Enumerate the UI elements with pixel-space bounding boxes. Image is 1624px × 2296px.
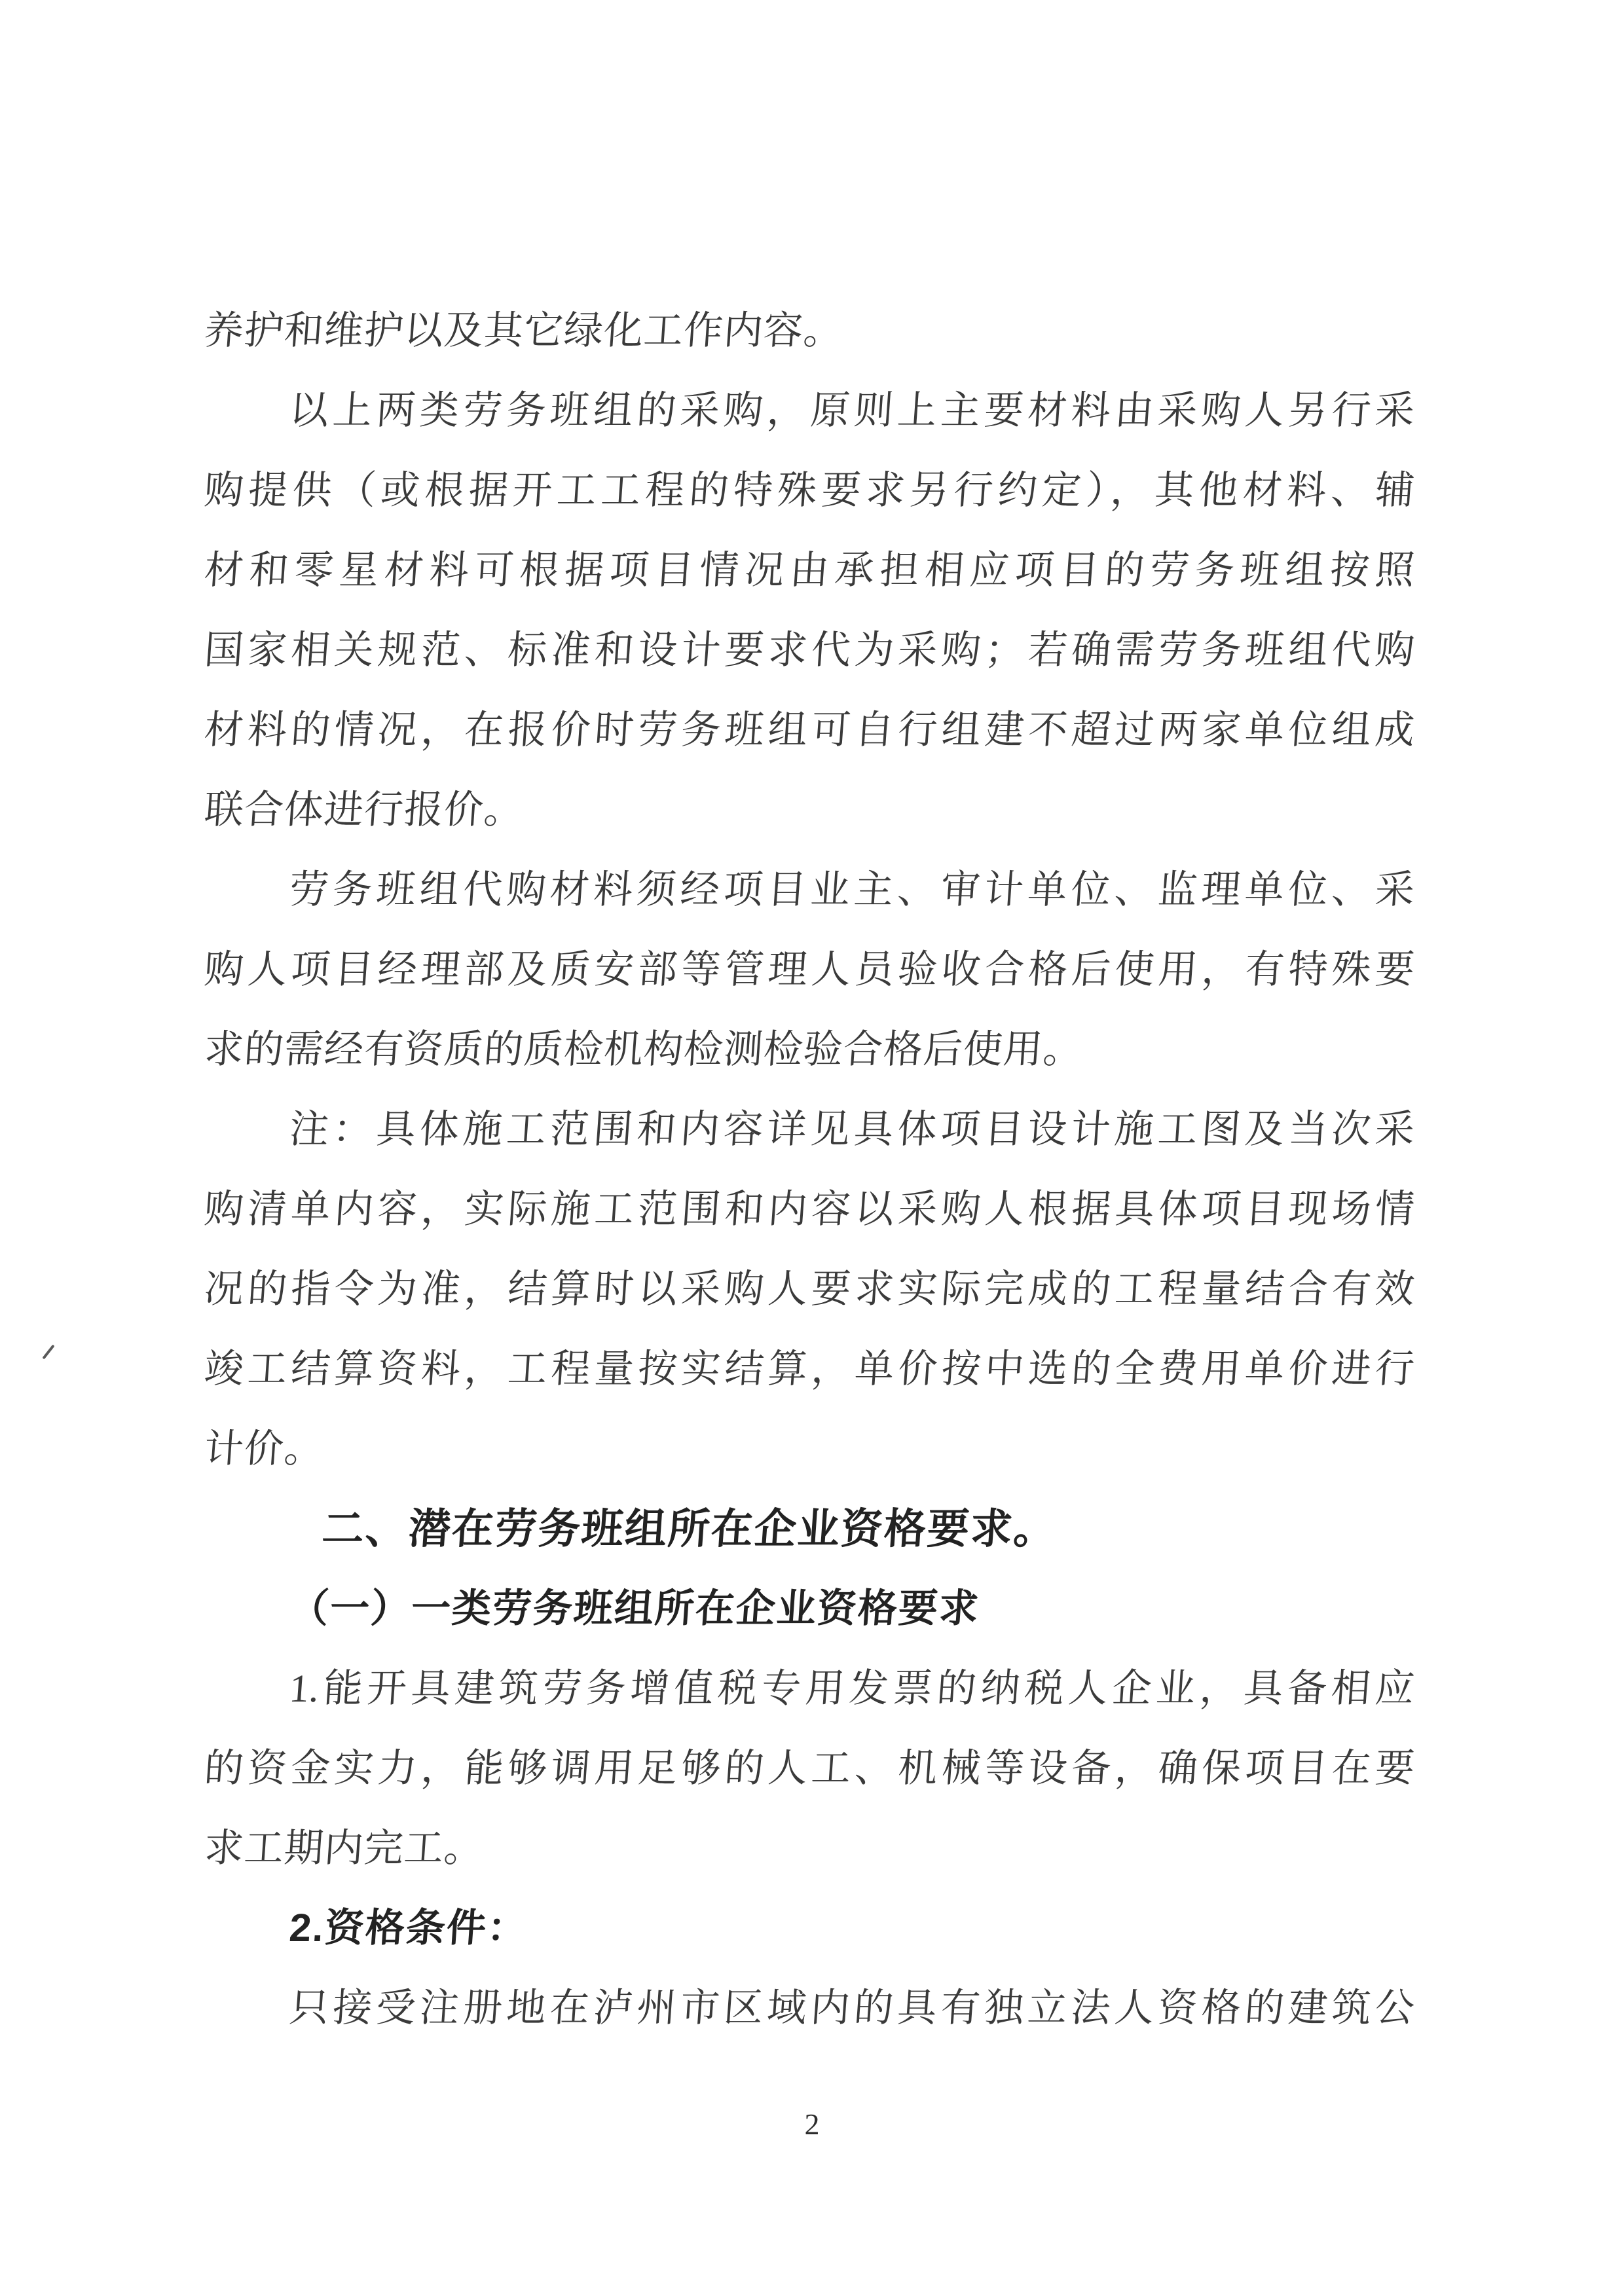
text-line: （一）一类劳务班组所在企业资格要求 [287,1586,982,1630]
text-line: 求工期内完工。 [202,1827,486,1870]
text-line: 国家相关规范、标准和设计要求代为采购；若确需劳务班组代购 [202,629,1416,672]
text-line: 计价。 [202,1427,326,1470]
text-line: 养护和维护以及其它绿化工作内容。 [202,309,845,352]
text-line: 购清单内容，实际施工范围和内容以采购人根据具体项目现场情 [202,1188,1416,1231]
text-line: 只接受注册地在泸州市区域内的具有独立法人资格的建筑公 [287,1986,1416,2030]
text-line: 联合体进行报价。 [202,788,526,831]
text-line: 材和零星材料可根据项目情况由承担相应项目的劳务班组按照 [202,549,1416,592]
text-line: 竣工结算资料，工程量按实结算，单价按中选的全费用单价进行 [202,1347,1416,1391]
text-line: 购提供（或根据开工工程的特殊要求另行约定），其他材料、辅 [202,469,1416,512]
text-line: 况的指令为准，结算时以采购人要求实际完成的工程量结合有效 [202,1267,1416,1311]
scan-artifact-mark [42,1345,54,1360]
text-line: 的资金实力，能够调用足够的人工、机械等设备，确保项目在要 [202,1747,1416,1790]
text-line: 二、潜在劳务班组所在企业资格要求。 [320,1505,1059,1552]
text-line: 注：具体施工范围和内容详见具体项目设计施工图及当次采 [287,1108,1416,1151]
page-content [204,291,1414,2048]
text-line: 购人项目经理部及质安部等管理人员验收合格后使用，有特殊要 [202,948,1416,991]
page-number: 2 [804,2107,820,2141]
text-line: 劳务班组代购材料须经项目业主、审计单位、监理单位、采 [287,868,1416,911]
text-line: 求的需经有资质的质检机构检测检验合格后使用。 [202,1028,1085,1071]
text-line: 1.能开具建筑劳务增值税专用发票的纳税人企业，具备相应 [287,1667,1416,1710]
text-line: 以上两类劳务班组的采购，原则上主要材料由采购人另行采 [287,389,1416,432]
text-line: 材料的情况，在报价时劳务班组可自行组建不超过两家单位组成 [202,708,1416,752]
text-line: 2.资格条件： [287,1906,530,1950]
